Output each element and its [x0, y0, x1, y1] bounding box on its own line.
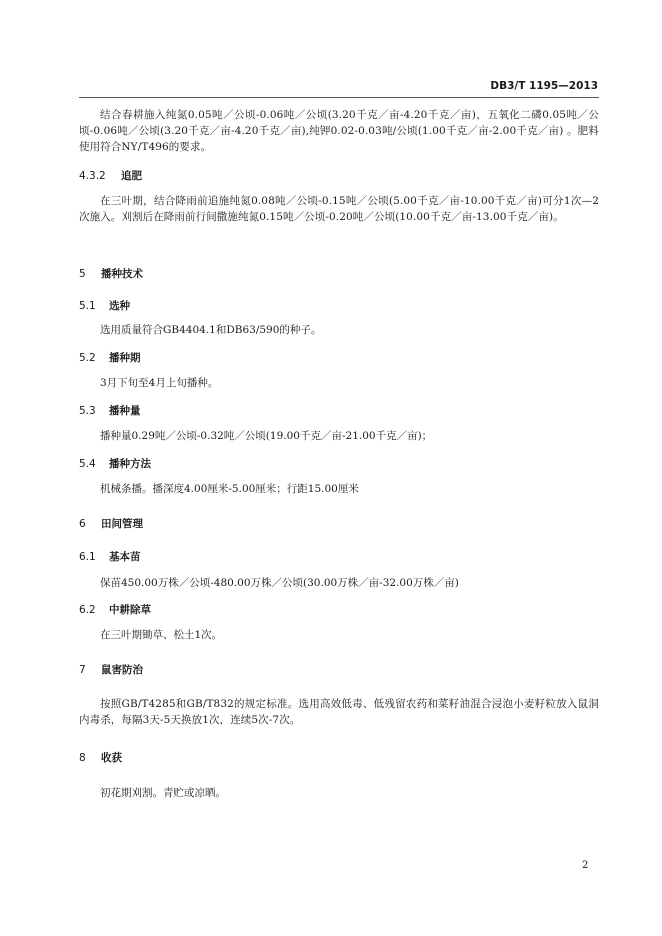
heading-5-2: [79, 350, 141, 365]
heading-title: 播种量: [109, 405, 141, 417]
heading-title: 田间管理: [101, 518, 143, 530]
heading-8: [79, 750, 122, 765]
heading-title: 鼠害防治: [101, 664, 143, 676]
heading-number: 5.2: [79, 352, 96, 364]
heading-title: 收获: [101, 752, 122, 764]
heading-5-3: [79, 403, 141, 418]
heading-7: [79, 662, 143, 677]
section-6-2-text: 在三叶期锄草、松土1次。: [100, 629, 223, 641]
section-5-2-text: 3月下旬至4月上旬播种。: [100, 377, 219, 389]
heading-number: 6.1: [79, 551, 96, 563]
page-number: 2: [582, 860, 589, 871]
section-5-1-text: 选用质量符合GB4404.1和DB63/590的种子。: [100, 324, 322, 336]
heading-title: 播种方法: [109, 458, 151, 470]
heading-title: 基本苗: [109, 551, 141, 563]
heading-title: 播种期: [109, 352, 141, 364]
heading-number: 5.3: [79, 405, 96, 417]
header-rule: [79, 97, 599, 98]
section-6-1-text: 保苗450.00万株／公顷-480.00万株／公顷(30.00万株／亩-32.00万株／亩): [100, 577, 459, 589]
topdress-paragraph: 在三叶期，结合降雨前追施纯氮0.08吨／公顷-0.15吨／公顷(5.00千克／亩-10.00千克／亩)可分1次—2次施入。刈割后在降雨前行间撒施纯氮0.15吨／公顷-0.20吨／公顷(10.00千克／亩-13.00千克／亩)。: [79, 195, 599, 223]
heading-5: [79, 266, 143, 281]
heading-number: 6.2: [79, 604, 96, 616]
section-5-3-text: 播种量0.29吨／公顷-0.32吨／公顷(19.00千克／亩-21.00千克／亩)；: [100, 430, 433, 442]
heading-5-4: [79, 456, 151, 471]
base-fertilizer-paragraph: 结合春耕施入纯氮0.05吨／公顷-0.06吨／公顷(3.20千克／亩-4.20千克／亩)，五氧化二磷0.05吨／公顷-0.06吨／公顷(3.20千克／亩-4.20千克／亩),纯钾0.02-0.03吨/公顷(1.00千克／亩-2.00千克／亩) 。肥料使用符合NY/T496的要求。: [79, 109, 599, 153]
heading-number: 5: [79, 268, 86, 280]
heading-6-2: [79, 602, 151, 617]
section-5-4-text: 机械条播。播深度4.00厘米-5.00厘米；行距15.00厘米: [100, 483, 359, 495]
heading-title: 追肥: [121, 170, 142, 182]
heading-number: 8: [79, 752, 86, 764]
heading-number: 5.1: [79, 300, 96, 312]
heading-title: 播种技术: [101, 268, 143, 280]
heading-number: 6: [79, 518, 86, 530]
section-7-paragraph: 按照GB/T4285和GB/T832的规定标准。选用高效低毒、低残留农药和菜籽油混合浸泡小麦籽粒放入鼠洞内毒杀，每隔3天-5天换放1次，连续5次-7次。: [79, 698, 599, 726]
heading-number: 4.3.2: [79, 170, 106, 182]
heading-number: 7: [79, 664, 86, 676]
standard-number: DB3/T 1195—2013: [490, 80, 598, 92]
heading-6: [79, 516, 143, 531]
section-8-text: 初花期刈割。青贮或凉晒。: [100, 787, 226, 799]
heading-6-1: [79, 549, 141, 564]
heading-title: 中耕除草: [109, 604, 151, 616]
heading-5-1: [79, 298, 130, 313]
heading-4-3-2: [79, 168, 142, 183]
heading-number: 5.4: [79, 458, 96, 470]
heading-title: 选种: [109, 300, 130, 312]
